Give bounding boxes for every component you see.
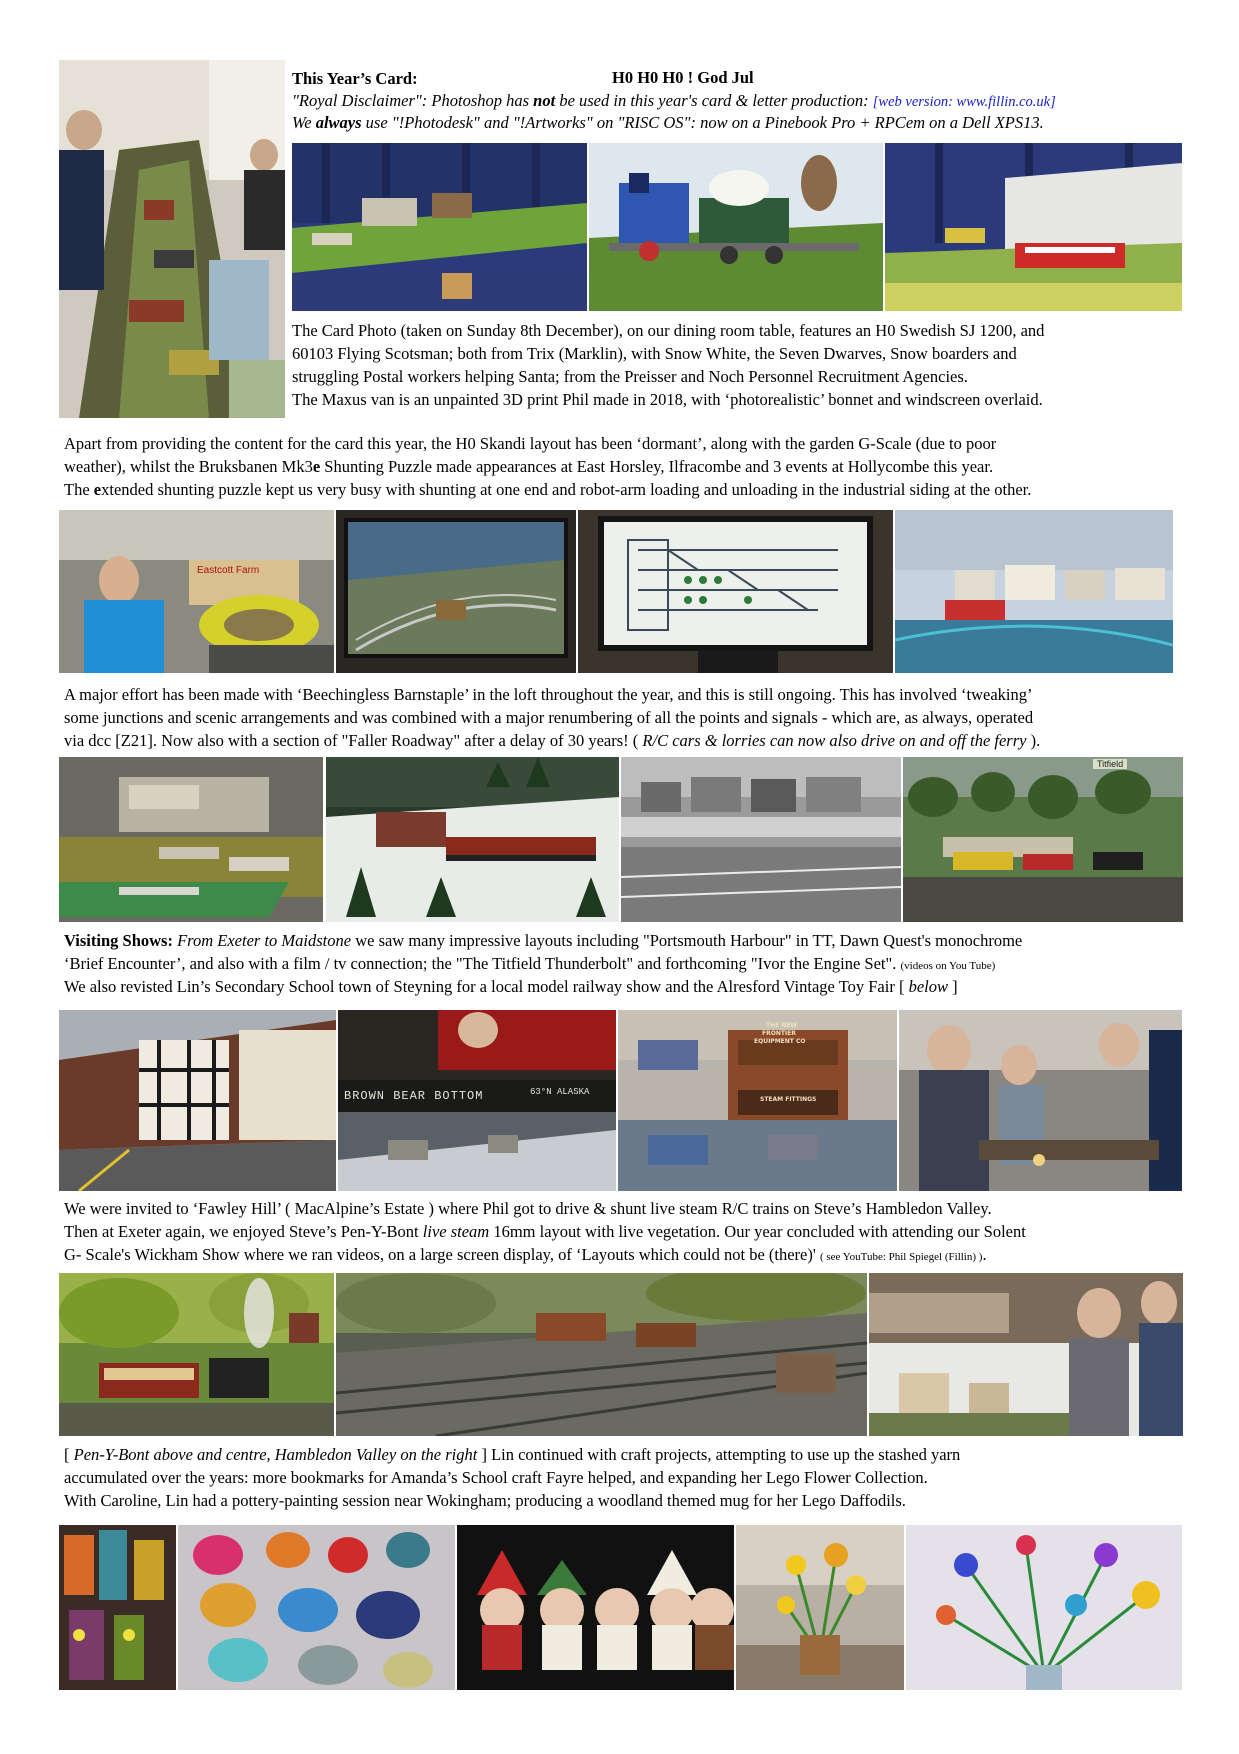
- shows-line-2a: ‘Brief Encounter’, and also with a film / tv connection; the "The Titfield Thunderbolt" and forthcoming "Ivor the Engine Set".: [64, 954, 901, 973]
- photo-label-brown-bear: BROWN BEAR BOTTOM: [344, 1089, 484, 1103]
- photo-barnstaple-town-model: [895, 510, 1173, 673]
- skandi-line-3: [64, 479, 1031, 502]
- photo-hambledon-valley: [869, 1273, 1183, 1436]
- web-version-link[interactable]: [web version: www.fillin.co.uk]: [872, 94, 1056, 110]
- photo-crochet-gnomes: [457, 1525, 734, 1690]
- photo-alresford-toy-fair: [899, 1010, 1182, 1191]
- photo-brown-bear-bottom: [338, 1010, 616, 1191]
- craft-line-1i: Pen-Y-Bont above and centre, Hambledon Valley on the right: [73, 1445, 478, 1464]
- shows-line-1b: we saw many impressive layouts including "Portsmouth Harbour" in TT, Dawn Quest's monochrome: [351, 931, 1023, 950]
- skandi-line-2a: weather), whilst the Bruksbanen Mk3: [64, 457, 313, 476]
- craft-line-1b: ] Lin continued with craft projects, attempting to use up the stashed yarn: [477, 1445, 961, 1464]
- disclaimer-line: [292, 90, 1056, 113]
- barnstaple-line-3: [64, 730, 1040, 753]
- fawley-line-2i: live steam: [422, 1222, 490, 1241]
- barnstaple-line-3i: R/C cars & lorries can now also drive on and off the ferry: [642, 731, 1027, 750]
- fawley-line-3a: G- Scale's Wickham Show where we ran videos, on a large screen display, of ‘Layouts which could not be (there)': [64, 1245, 820, 1264]
- fawley-line-2b: 16mm layout with live vegetation. Our year concluded with attending our Solent: [489, 1222, 1026, 1241]
- fawley-line-2: [64, 1221, 1026, 1244]
- shows-line-3b: ]: [948, 977, 958, 996]
- photo-label-frontier-1: THE NEW: [766, 1022, 798, 1029]
- skandi-line-1: Apart from providing the content for the card this year, the H0 Skandi layout has been ‘dormant’, along with the garden G-Scale (due to poor: [64, 434, 997, 453]
- photo-label-frontier-2: FRONTIER: [762, 1030, 796, 1037]
- photo-crochet-bookmarks: [59, 1525, 176, 1690]
- fawley-line-3b: .: [982, 1245, 987, 1264]
- skandi-line-3b: xtended shunting puzzle kept us very busy with shunting at one end and robot-arm loading and unloading in the industrial siding at the other.: [101, 480, 1032, 499]
- card-photo-line-1: The Card Photo (taken on Sunday 8th December), on our dining room table, features an H0 Swedish SJ 1200, and: [292, 321, 1045, 340]
- photo-label-alaska: 63°N ALASKA: [530, 1087, 590, 1097]
- shows-line-1: [64, 930, 1022, 953]
- skandi-line-2e: e: [312, 457, 321, 476]
- barnstaple-line-1: A major effort has been made with ‘Beechingless Barnstaple’ in the loft throughout the year, and this is still ongoing. This has involved ‘tweaking’: [64, 685, 1033, 704]
- tools-text-b: use "!Photodesk" and "!Artworks" on "RISC OS": now on a Pinebook Pro + RPCem on a Dell XPS13.: [361, 113, 1044, 132]
- photo-crochet-sea-creatures: [178, 1525, 455, 1690]
- photo-label-frontier-3: EQUIPMENT CO: [754, 1038, 806, 1045]
- shows-youtube-note: (videos on You Tube): [900, 960, 996, 972]
- photo-pen-y-bont-steam-loco: [59, 1273, 334, 1436]
- shows-line-3a: We also revisted Lin’s Secondary School town of Steyning for a local model railway show and the Alresford Vintage Toy Fair [: [64, 977, 909, 996]
- photo-card-layout-wide: [292, 143, 587, 311]
- tools-always: always: [315, 113, 362, 132]
- card-photo-line-2: 60103 Flying Scotsman; both from Trix (Marklin), with Snow White, the Seven Dwarves, Snow boarders and: [292, 344, 1017, 363]
- fawley-youtube-note: ( see YouTube: Phil Spiegel (Fillin) ): [819, 1251, 983, 1263]
- tools-line: [292, 112, 1044, 134]
- skandi-line-3a: The: [64, 480, 94, 499]
- shows-heading: Visiting Shows:: [64, 931, 173, 950]
- photo-z21-track-diagram: [578, 510, 893, 673]
- photo-label-steam-fittings: STEAM FITTINGS: [760, 1096, 817, 1103]
- disclaimer-not: not: [533, 91, 556, 110]
- photo-brief-encounter-monochrome: [621, 757, 901, 922]
- skandi-line-2b: Shunting Puzzle made appearances at East Horsley, Ilfracombe and 3 events at Hollycombe this year.: [320, 457, 994, 476]
- craft-line-1a: [: [64, 1445, 74, 1464]
- photo-lego-daffodils-mug: [736, 1525, 904, 1690]
- photo-card-train-close: [589, 143, 883, 311]
- card-greeting: H0 H0 H0 ! God Jul: [612, 68, 754, 87]
- photo-lego-flower-collection: [906, 1525, 1182, 1690]
- photo-steyning-street: [59, 1010, 336, 1191]
- barnstaple-line-3a: via dcc [Z21]. Now also with a section of "Faller Roadway" after a delay of 30 years! (: [64, 731, 643, 750]
- fawley-line-3: [64, 1244, 987, 1269]
- card-photo-line-4: The Maxus van is an unpainted 3D print Phil made in 2018, with ‘photorealistic’ bonnet and windscreen overlaid.: [292, 390, 1043, 409]
- photo-pen-y-bont-wagons: [336, 1273, 867, 1436]
- tools-text-a: We: [292, 113, 316, 132]
- card-photo-line-3: struggling Postal workers helping Santa; from the Preisser and Noch Personnel Recruitment Agencies.: [292, 367, 968, 386]
- skandi-line-2: [64, 456, 993, 479]
- photo-label-titfield: Titfield: [1093, 759, 1127, 769]
- craft-line-3: With Caroline, Lin had a pottery-painting session near Wokingham; producing a woodland themed mug for her Lego Daffodils.: [64, 1491, 906, 1510]
- photo-card-snow-scene: [885, 143, 1182, 311]
- craft-line-1: [64, 1444, 960, 1467]
- barnstaple-line-2: some junctions and scenic arrangements and was combined with a major renumbering of all the points and signals - which are, as always, operated: [64, 708, 1034, 727]
- photo-lin-eastcott-farm: [59, 510, 334, 673]
- photo-label-eastcott: Eastcott Farm: [197, 565, 260, 576]
- fawley-line-1: We were invited to ‘Fawley Hill’ ( MacAlpine’s Estate ) where Phil got to drive & shunt live steam R/C trains on Steve’s Hambledon Valley.: [64, 1199, 992, 1218]
- skandi-line-3e: e: [93, 480, 102, 499]
- photo-barnstaple-monitor-view: [336, 510, 576, 673]
- barnstaple-line-3b: ).: [1026, 731, 1041, 750]
- craft-line-2: accumulated over the years: more bookmarks for Amanda’s School craft Fayre helped, and expanding her Lego Flower Collection.: [64, 1468, 928, 1487]
- fawley-line-2a: Then at Exeter again, we enjoyed Steve’s Pen-Y-Bont: [64, 1222, 423, 1241]
- disclaimer-text-a: "Royal Disclaimer": Photoshop has: [292, 91, 534, 110]
- shows-from: From Exeter to Maidstone: [177, 931, 352, 950]
- disclaimer-text-b: be used in this year's card & letter production:: [555, 91, 869, 110]
- photo-skandi-layout-operators: [59, 60, 285, 418]
- photo-new-frontier-equipment: [618, 1010, 897, 1191]
- card-label: This Year’s Card:: [292, 69, 418, 88]
- photo-snowy-alpine-layout: [326, 757, 619, 922]
- photo-titfield-thunderbolt-layout: [903, 757, 1183, 922]
- photo-portsmouth-harbour: [59, 757, 323, 922]
- shows-line-2: [64, 953, 995, 978]
- shows-line-3i: below: [908, 977, 948, 996]
- shows-line-3: [64, 976, 958, 999]
